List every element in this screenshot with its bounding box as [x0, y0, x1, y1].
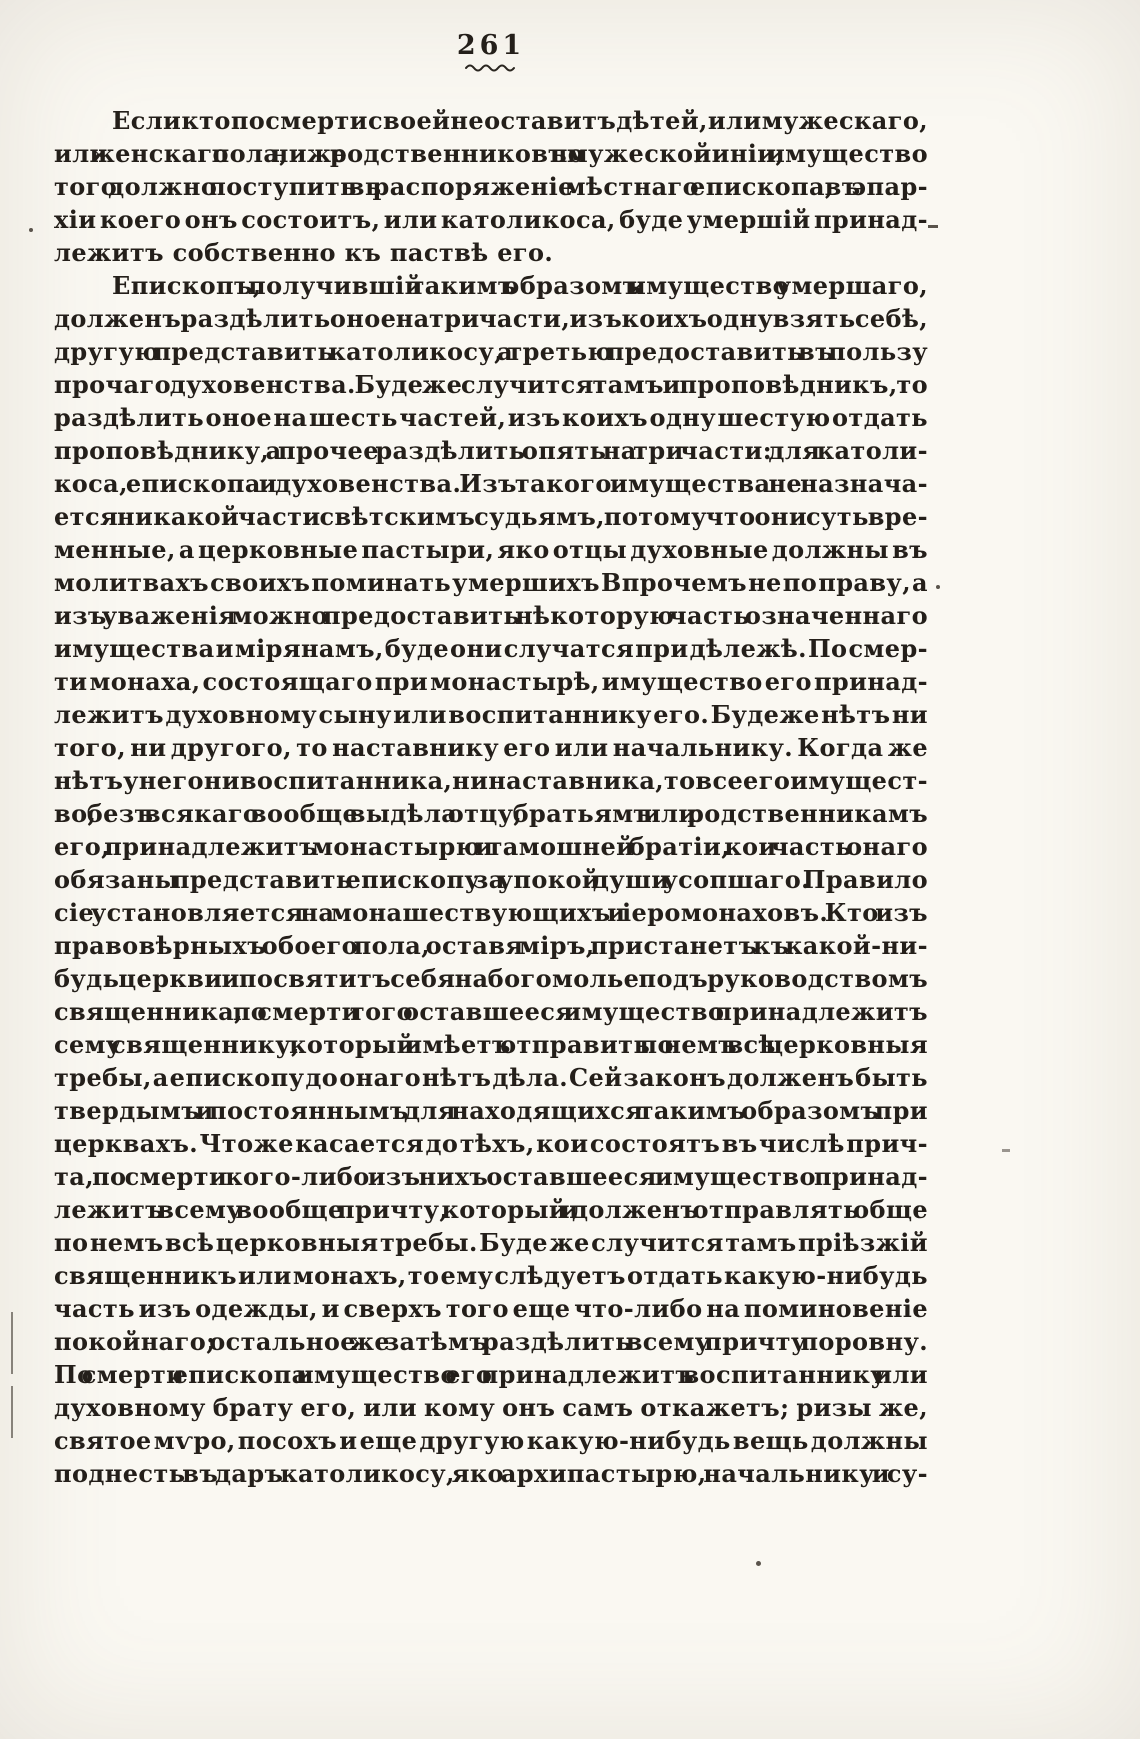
text-line: правовѣрныхъ обоего пола, оставя міръ, пристанетъ къ какой-ни- [54, 931, 928, 960]
text-line: менные, а церковные пастыри, яко отцы духовные должны въ [54, 535, 928, 564]
text-line: лежитъ всему вообще причту, который и долженъ отправлять обще [54, 1195, 928, 1224]
text-line: раздѣлить оное на шесть частей, изъ коихъ одну шестую отдать [54, 403, 928, 432]
paragraph [54, 104, 928, 269]
text-line: того должно поступить вь распоряженіе мѣстнаго епископа, въ эпар- [54, 172, 928, 201]
text-line: требы, а епископу до онаго нѣтъ дѣла. Сей законъ долженъ быть [54, 1063, 928, 1092]
text-line: обязаны представить епископу за упокой души усопшаго. Правило [54, 865, 928, 894]
text-line: святое мѵро, посохъ и еще другую какую-нибудь вещь должны [54, 1426, 928, 1455]
scan-artifact-dot-left [29, 228, 33, 232]
page-number: 261 [456, 30, 526, 61]
text-line: сіе установляется на монашествующихъ и іеромонаховъ. Кто изъ [54, 898, 928, 927]
scan-artifact-line-left-2 [11, 1386, 13, 1438]
text-column [54, 104, 928, 1490]
text-line: нѣтъ у него ни воспитанника, ни наставника, то все его имущест- [54, 766, 928, 795]
text-line: твердымъ и постояннымъ для находящихся такимъ образомъ при [54, 1096, 928, 1125]
page-header [54, 30, 928, 72]
page-number-underline-squiggle [464, 62, 518, 72]
text-line: прочаго духовенства. Буде же случится тамъ и проповѣдникъ, то [54, 370, 928, 399]
text-line: будь церкви и посвятитъ себя на богомолье подъ руководствомъ [54, 964, 928, 993]
text-line: Если кто по смерти своей не оставитъ дѣтей, или мужескаго, [112, 106, 928, 135]
text-line: коса, епископа и духовенства. Изъ такого имущества не назнача- [54, 469, 928, 498]
text-line: духовному брату его, или кому онъ самъ откажетъ; ризы же, [54, 1393, 928, 1422]
text-line: хіи коего онъ состоитъ, или католикоса, буде умершій принад- [54, 205, 928, 234]
text-line: сему священнику, который имѣетъ отправить по немъ всѣ церковныя [54, 1030, 928, 1059]
text-line: ти монаха, состоящаго при монастырѣ, имущество его принад- [54, 667, 928, 696]
text-line: его, принадлежитъ монастырю и тамошней братіи, кои часть онаго [54, 832, 928, 861]
text-line: часть изъ одежды, и сверхъ того еще что-либо на поминовеніе [54, 1294, 928, 1323]
text-line: лежитъ духовному сыну или воспитаннику его. Будеже нѣтъ ни [54, 700, 928, 729]
text-line: во, безъ всякаго вообще выдѣла отцу, братьямъ или родственникамъ [54, 799, 928, 828]
scan-artifact-dash-right-2 [1002, 1149, 1010, 1152]
text-line: По смерти епископа имущество его принадлежитъ воспитаннику или [54, 1360, 928, 1389]
text-line: Епископъ, получившій такимъ образомъ имущество умершаго, [112, 271, 928, 300]
text-line: поднесть въ даръ католикосу, яко архипастырю, начальнику и су- [54, 1459, 928, 1488]
scan-artifact-dot-bottom [756, 1561, 761, 1566]
text-line: имущества и мірянамъ, буде они случатся при дѣлежѣ. По смер- [54, 634, 928, 663]
text-line: церквахъ. Чтоже касается до тѣхъ, кои состоятъ въ числѣ прич- [54, 1129, 928, 1158]
scan-artifact-dash-right [928, 225, 938, 228]
text-line: священникъ или монахъ, то ему слѣдуетъ отдать какую-нибудь [54, 1261, 928, 1290]
text-line: другую представить католикосу, а третью предоставить въ пользу [54, 337, 928, 366]
text-line: священника, по смерти того оставшееся имущество принадлежитъ [54, 997, 928, 1026]
text-line: молитвахъ своихъ поминать умершихъ Впрочемъ не по праву, а [54, 568, 928, 597]
text-line: изъ уваженія можно предоставить нѣкоторую часть означеннаго [54, 601, 928, 630]
text-line: ется никакой части свѣтскимъ судьямъ, потому что они суть вре- [54, 502, 928, 531]
text-line: долженъ раздѣлить оное на три части, изъ коихъ одну взять себѣ, [54, 304, 928, 333]
text-line: проповѣднику, а прочее раздѣлить опять на три части: для католи- [54, 436, 928, 465]
text-line: по немъ всѣ церковныя требы. Буде же случится тамъ пріѣзжій [54, 1228, 928, 1257]
scan-artifact-line-left-1 [11, 1312, 13, 1374]
text-line: или женскаго пола, ниже родственниковъ по мужеской линіи, имущество [54, 139, 928, 168]
paragraph [54, 269, 928, 1490]
text-line: та, по смерти кого-либо изъ нихъ оставшееся имущество принад- [54, 1162, 928, 1191]
text-line: лежитъ собственно къ паствѣ его. [54, 238, 554, 267]
text-line: покойнаго; остальное же затѣмъ раздѣлить всему причту поровну. [54, 1327, 928, 1356]
scan-artifact-dot-right [936, 585, 940, 589]
text-line: того, ни другого, то наставнику его или начальнику. Когда же [54, 733, 928, 762]
